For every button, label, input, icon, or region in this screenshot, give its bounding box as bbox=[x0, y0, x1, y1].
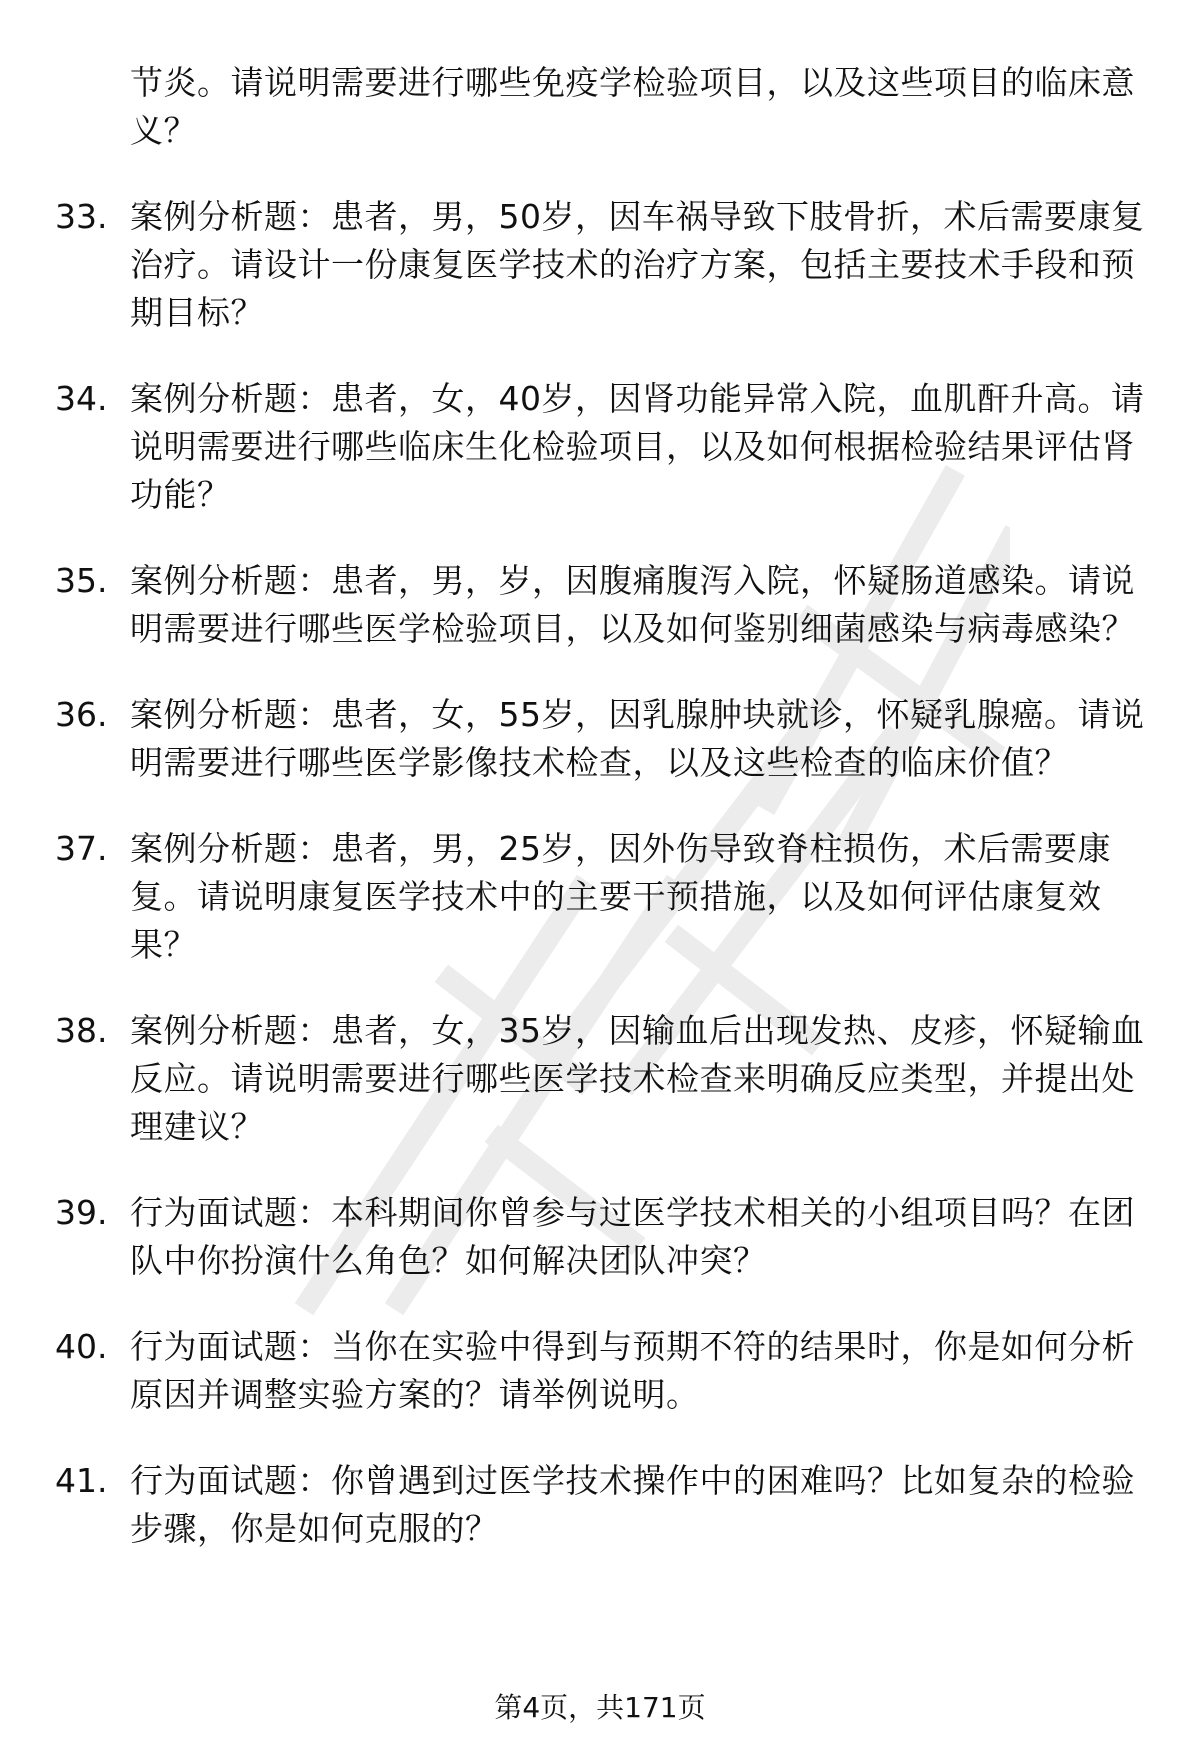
question-item bbox=[0, 1323, 1200, 1419]
question-continuation: 节炎。请说明需要进行哪些免疫学检验项目，以及这些项目的临床意义？ bbox=[130, 63, 1135, 150]
question-item bbox=[0, 1457, 1200, 1553]
question-item bbox=[0, 1189, 1200, 1285]
question-item bbox=[0, 557, 1200, 653]
question-item bbox=[0, 691, 1200, 787]
question-number: 38. bbox=[55, 1011, 108, 1050]
question-number: 34. bbox=[55, 379, 108, 418]
question-item bbox=[0, 1007, 1200, 1151]
question-text: 案例分析题：患者，男，岁，因腹痛腹泻入院，怀疑肠道感染。请说明需要进行哪些医学检验项目，以及如何鉴别细菌感染与病毒感染？ bbox=[130, 561, 1135, 648]
question-number: 39. bbox=[55, 1193, 108, 1232]
question-text: 案例分析题：患者，女，35岁，因输血后出现发热、皮疹，怀疑输血反应。请说明需要进行哪些医学技术检查来明确反应类型，并提出处理建议？ bbox=[130, 1011, 1145, 1146]
question-text: 行为面试题：你曾遇到过医学技术操作中的困难吗？比如复杂的检验步骤，你是如何克服的？ bbox=[130, 1461, 1135, 1548]
page-indicator: 第4页，共171页 bbox=[494, 1691, 706, 1724]
question-item bbox=[0, 193, 1200, 337]
question-text: 案例分析题：患者，女，40岁，因肾功能异常入院，血肌酐升高。请说明需要进行哪些临床生化检验项目，以及如何根据检验结果评估肾功能？ bbox=[130, 379, 1145, 514]
question-text: 行为面试题：本科期间你曾参与过医学技术相关的小组项目吗？在团队中你扮演什么角色？如何解决团队冲突？ bbox=[130, 1193, 1135, 1280]
question-text: 案例分析题：患者，男，25岁，因外伤导致脊柱损伤，术后需要康复。请说明康复医学技术中的主要干预措施，以及如何评估康复效果？ bbox=[130, 829, 1111, 964]
question-text: 案例分析题：患者，女，55岁，因乳腺肿块就诊，怀疑乳腺癌。请说明需要进行哪些医学影像技术检查，以及这些检查的临床价值？ bbox=[130, 695, 1145, 782]
question-number: 35. bbox=[55, 561, 108, 600]
question-number: 37. bbox=[55, 829, 108, 868]
question-item bbox=[0, 375, 1200, 519]
question-text: 行为面试题：当你在实验中得到与预期不符的结果时，你是如何分析原因并调整实验方案的？请举例说明。 bbox=[130, 1327, 1135, 1414]
question-number: 40. bbox=[55, 1327, 108, 1366]
question-text: 案例分析题：患者，男，50岁，因车祸导致下肢骨折，术后需要康复治疗。请设计一份康复医学技术的治疗方案，包括主要技术手段和预期目标？ bbox=[130, 197, 1145, 332]
question-number: 33. bbox=[55, 197, 108, 236]
question-item bbox=[0, 825, 1200, 969]
question-number: 41. bbox=[55, 1461, 108, 1500]
question-number: 36. bbox=[55, 695, 108, 734]
document-content bbox=[0, 59, 1200, 1553]
